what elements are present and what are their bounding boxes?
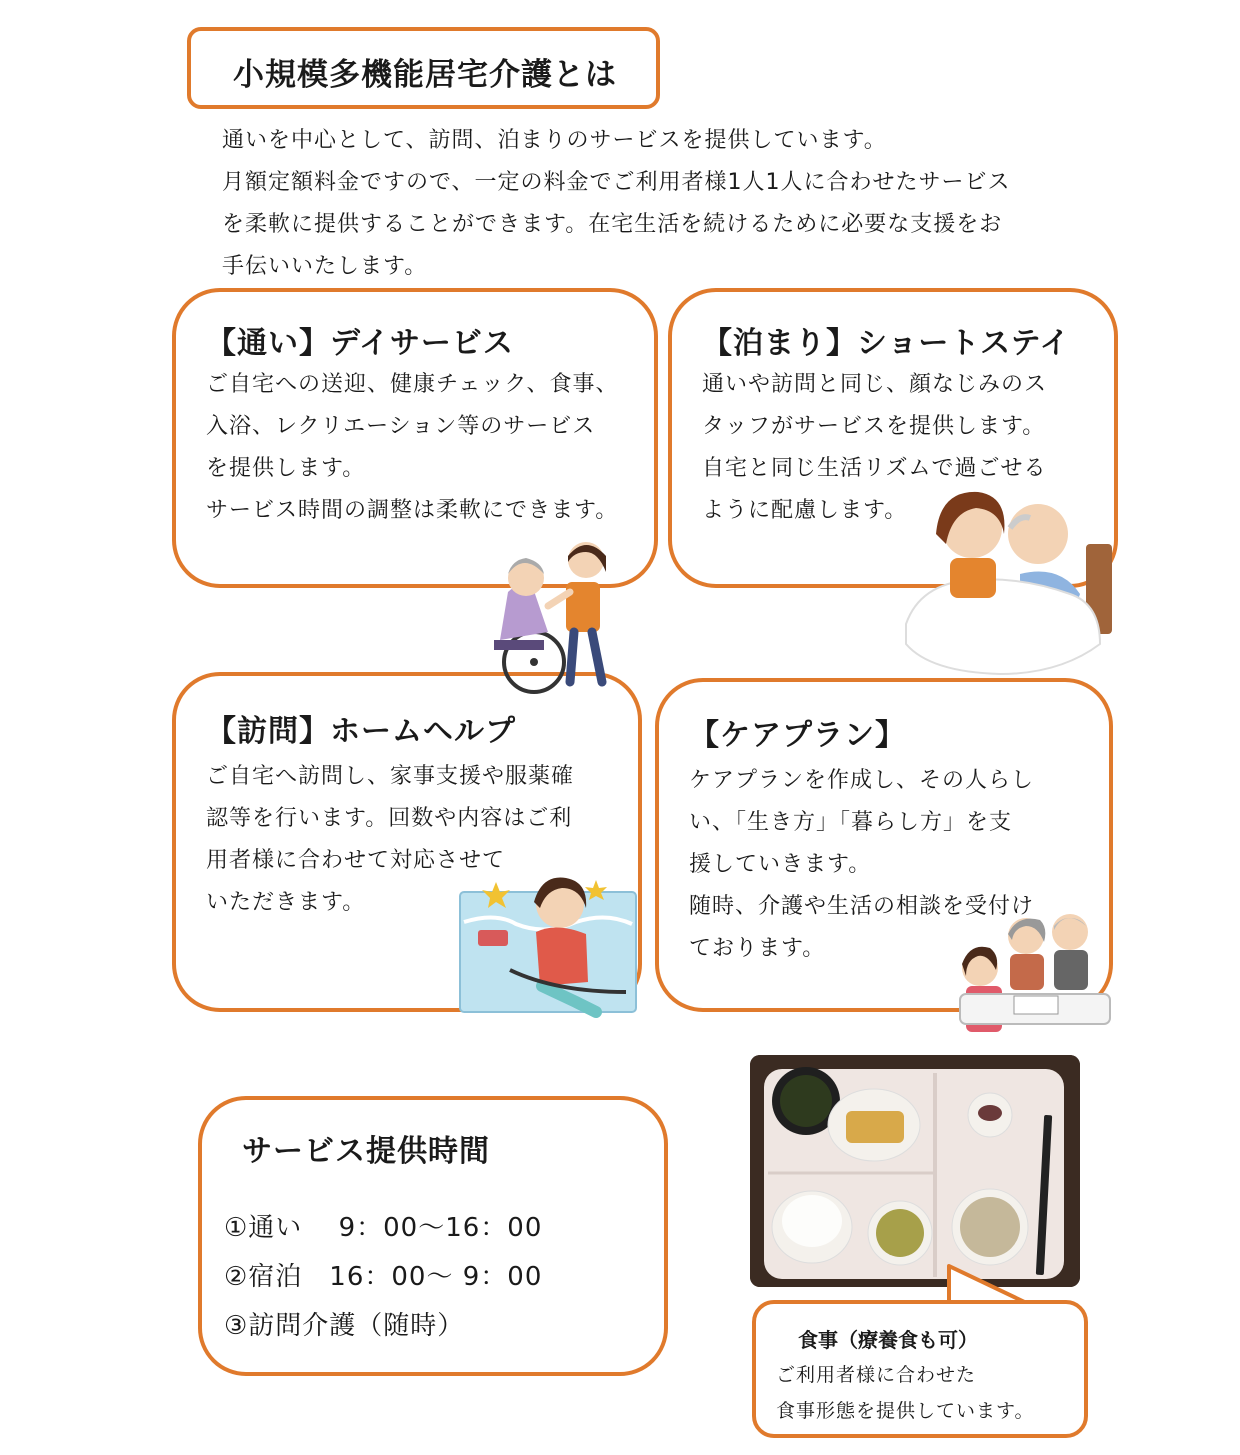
page-title: 小規模多機能居宅介護とは bbox=[233, 57, 617, 93]
service-hours-item: ③訪問介護（随時） bbox=[224, 1311, 465, 1341]
care-plan-heading: 【ケアプラン】 bbox=[689, 718, 906, 753]
service-hours-heading: サービス提供時間 bbox=[242, 1134, 490, 1169]
body-line: ております。 bbox=[689, 936, 826, 961]
meal-caption-box bbox=[752, 1300, 1088, 1438]
home-help-heading: 【訪問】ホームヘルプ bbox=[206, 714, 516, 749]
body-line: 用者様に合わせて対応させて bbox=[206, 848, 506, 873]
body-line: 援していきます。 bbox=[689, 852, 872, 877]
meal-caption-line: ご利用者様に合わせた bbox=[776, 1364, 977, 1386]
body-line: サービス時間の調整は柔軟にできます。 bbox=[206, 498, 619, 523]
bath-cleaning-illustration bbox=[456, 862, 646, 1024]
body-line: い、「生き方」「暮らし方」を支 bbox=[689, 810, 1013, 835]
intro-line: を柔軟に提供することができます。在宅生活を続けるために必要な支援をお bbox=[222, 212, 1003, 237]
wheelchair-caregiver-illustration bbox=[478, 522, 638, 694]
body-line: タッフがサービスを提供します。 bbox=[702, 414, 1046, 439]
day-service-body bbox=[206, 364, 646, 532]
meal-caption-line: 食事形態を提供しています。 bbox=[776, 1400, 1035, 1422]
service-hours-list bbox=[224, 1204, 542, 1351]
body-line: 入浴、レクリエーション等のサービス bbox=[206, 414, 596, 439]
body-line: 通いや訪問と同じ、顔なじみのス bbox=[702, 372, 1048, 397]
consultation-illustration bbox=[956, 906, 1112, 1040]
body-line: ご自宅への送迎、健康チェック、食事、 bbox=[206, 372, 619, 397]
intro-line: 手伝いいたします。 bbox=[222, 254, 428, 279]
body-line: ご自宅へ訪問し、家事支援や服薬確 bbox=[206, 764, 575, 789]
bedside-caregiver-illustration bbox=[900, 484, 1116, 680]
body-line: を提供します。 bbox=[206, 456, 366, 481]
service-hours-item: ②宿泊 16：00～ 9：00 bbox=[224, 1262, 543, 1292]
intro-text bbox=[222, 120, 1082, 288]
day-service-heading: 【通い】デイサービス bbox=[206, 326, 514, 361]
body-line: 認等を行います。回数や内容はご利 bbox=[206, 806, 573, 831]
meal-caption-title: 食事（療養食も可） bbox=[798, 1328, 978, 1352]
meal-tray-photo bbox=[750, 1055, 1080, 1287]
short-stay-heading: 【泊まり】ショートステイ bbox=[702, 326, 1071, 361]
service-hours-item: ①通い 9：00～16：00 bbox=[224, 1213, 543, 1243]
intro-line: 通いを中心として、訪問、泊まりのサービスを提供しています。 bbox=[222, 128, 887, 153]
title-box bbox=[187, 27, 660, 109]
body-line: ように配慮します。 bbox=[702, 498, 908, 523]
body-line: 随時、介護や生活の相談を受付け bbox=[689, 894, 1035, 919]
body-line: いただきます。 bbox=[206, 890, 366, 915]
intro-line: 月額定額料金ですので、一定の料金でご利用者様1人1人に合わせたサービス bbox=[222, 170, 1011, 195]
body-line: ケアプランを作成し、その人らし bbox=[689, 768, 1035, 793]
service-hours-card bbox=[198, 1096, 668, 1376]
body-line: 自宅と同じ生活リズムで過ごせる bbox=[702, 456, 1047, 481]
